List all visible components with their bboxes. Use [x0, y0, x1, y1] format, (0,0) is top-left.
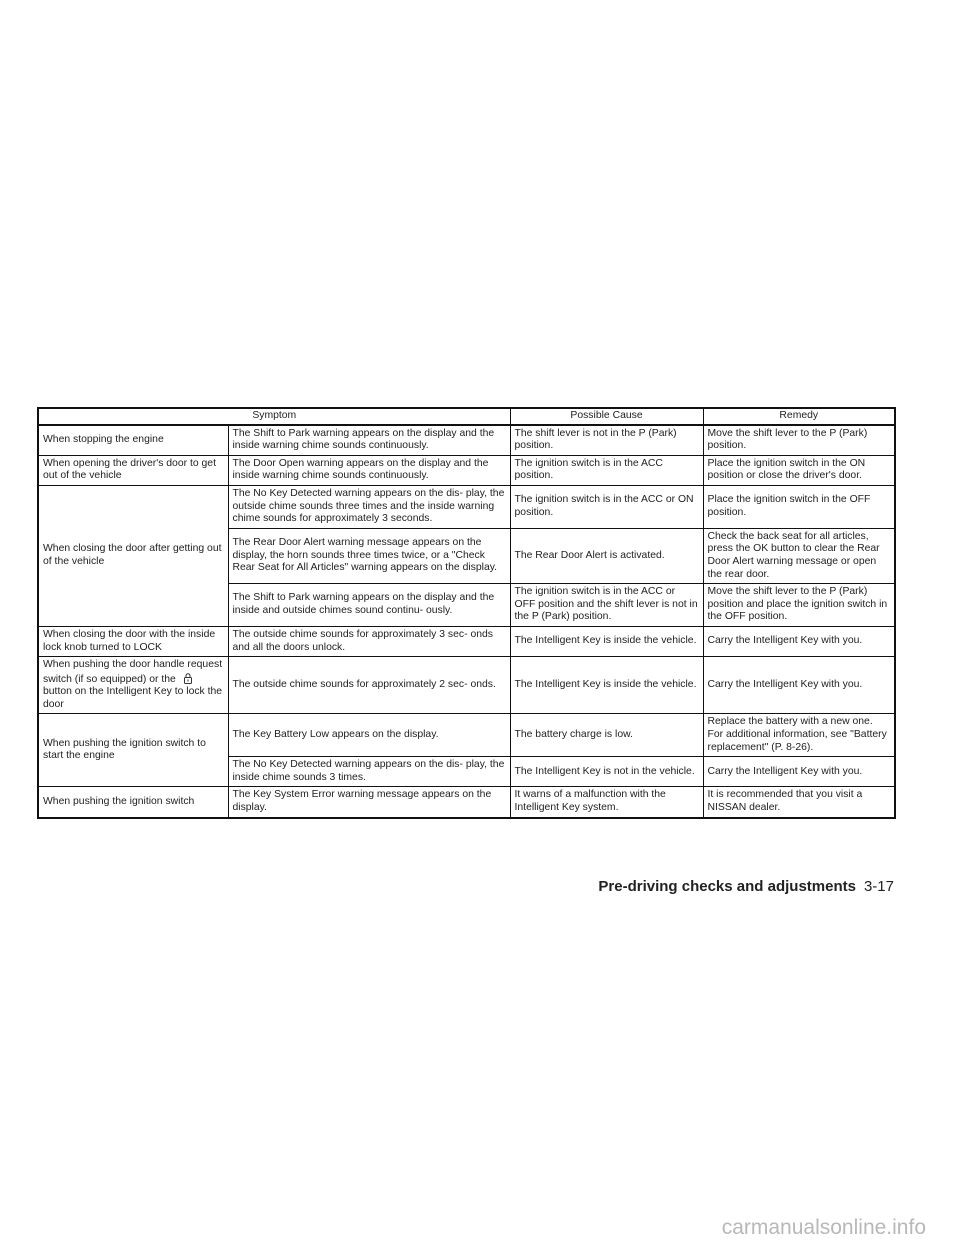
- remedy-cell: Place the ignition switch in the OFF position.: [703, 485, 895, 528]
- page-footer: [598, 878, 894, 896]
- remedy-cell: Carry the Intelligent Key with you.: [703, 657, 895, 714]
- remedy-cell: Check the back seat for all articles, press the OK button to clear the Rear Door Alert warning message or open the rear door.: [703, 528, 895, 583]
- description-cell: The Rear Door Alert warning message appears on the display, the horn sounds three times twice, or a "Check Rear Seat for All Articles" warning appears on the display.: [228, 528, 510, 583]
- remedy-cell: Carry the Intelligent Key with you.: [703, 757, 895, 787]
- remedy-cell: Move the shift lever to the P (Park) position and place the ignition switch in the OFF position.: [703, 584, 895, 627]
- remedy-cell: Place the ignition switch in the ON position or close the driver's door.: [703, 455, 895, 485]
- cause-cell: The Intelligent Key is not in the vehicle.: [510, 757, 703, 787]
- description-cell: The outside chime sounds for approximately 3 sec- onds and all the doors unlock.: [228, 626, 510, 656]
- table-row: [38, 714, 895, 757]
- symptom-text-after-icon: button on the Intelligent Key to lock the door: [43, 686, 223, 710]
- table-header-row: [38, 408, 895, 425]
- symptom-cell: When pushing the ignition switch to start the engine: [38, 714, 228, 787]
- cause-cell: The shift lever is not in the P (Park) position.: [510, 425, 703, 456]
- cause-cell: The ignition switch is in the ACC position.: [510, 455, 703, 485]
- remedy-cell: Replace the battery with a new one. For additional information, see "Battery replacement" (P. 8-26).: [703, 714, 895, 757]
- cause-cell: The ignition switch is in the ACC or OFF position and the shift lever is not in the P (Park) position.: [510, 584, 703, 627]
- header-symptom: Symptom: [38, 408, 510, 425]
- cause-cell: The ignition switch is in the ACC or ON position.: [510, 485, 703, 528]
- header-possible-cause: Possible Cause: [510, 408, 703, 425]
- warning-chime-table: [37, 407, 896, 819]
- symptom-cell: When pushing the ignition switch: [38, 787, 228, 818]
- description-cell: The Key System Error warning message appears on the display.: [228, 787, 510, 818]
- description-cell: The No Key Detected warning appears on the dis- play, the outside chime sounds three times and the inside warning chime sounds for approximately 3 seconds.: [228, 485, 510, 528]
- header-remedy: Remedy: [703, 408, 895, 425]
- description-cell: The No Key Detected warning appears on the dis- play, the inside chime sounds 3 times.: [228, 757, 510, 787]
- section-title: Pre-driving checks and adjustments: [598, 878, 856, 895]
- table-row: [38, 485, 895, 528]
- symptom-cell: When closing the door with the inside lock knob turned to LOCK: [38, 626, 228, 656]
- symptom-cell: [38, 657, 228, 714]
- symptom-cell: When opening the driver's door to get out of the vehicle: [38, 455, 228, 485]
- page-number: 3-17: [863, 878, 894, 895]
- description-cell: The Shift to Park warning appears on the display and the inside and outside chimes sound continu- ously.: [228, 584, 510, 627]
- table-row: [38, 626, 895, 656]
- table-row: [38, 787, 895, 818]
- table-row: [38, 455, 895, 485]
- watermark: carmanualsonline.info: [721, 1216, 926, 1239]
- description-cell: The Door Open warning appears on the display and the inside warning chime sounds continuously.: [228, 455, 510, 485]
- symptom-cell: When closing the door after getting out of the vehicle: [38, 485, 228, 626]
- table-row: [38, 425, 895, 456]
- table-row: [38, 657, 895, 714]
- remedy-cell: It is recommended that you visit a NISSAN dealer.: [703, 787, 895, 818]
- remedy-cell: Carry the Intelligent Key with you.: [703, 626, 895, 656]
- cause-cell: The Intelligent Key is inside the vehicle.: [510, 626, 703, 656]
- cause-cell: The Intelligent Key is inside the vehicle.: [510, 657, 703, 714]
- description-cell: The Shift to Park warning appears on the display and the inside warning chime sounds continuously.: [228, 425, 510, 456]
- cause-cell: It warns of a malfunction with the Intelligent Key system.: [510, 787, 703, 818]
- symptom-text-before-icon: When pushing the door handle request switch (if so equipped) or the: [43, 659, 223, 685]
- lock-icon: [180, 672, 196, 684]
- description-cell: The outside chime sounds for approximately 2 sec- onds.: [228, 657, 510, 714]
- symptom-cell: When stopping the engine: [38, 425, 228, 456]
- cause-cell: The battery charge is low.: [510, 714, 703, 757]
- description-cell: The Key Battery Low appears on the display.: [228, 714, 510, 757]
- cause-cell: The Rear Door Alert is activated.: [510, 528, 703, 583]
- remedy-cell: Move the shift lever to the P (Park) position.: [703, 425, 895, 456]
